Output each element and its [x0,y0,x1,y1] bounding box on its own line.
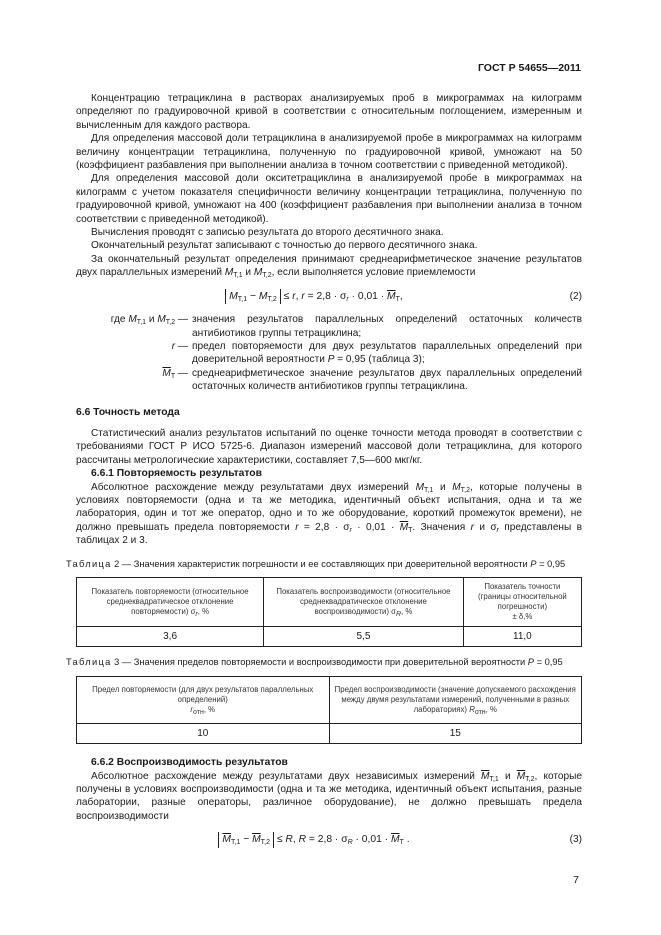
definition-term: r — [171,340,188,352]
table-header-cell: Показатель воспроизводимости (относительное среднеквадратическое отклонение воспроизводимости) $\sigma_R$, % [264,578,464,627]
paragraph: Статистический анализ результатов испытаний по оценке точности метода проводят в соответствии с требованиями ГОСТ Р ИСО 5725-6. Диапазон измерений массовой доли тетрациклина, для которого рассчитаны метрологические характеристики, составляет 7,5—600 мкг/кг. [76,427,582,466]
formula-2-expression: $M_{Т,1} - M_{Т,2} \le r$, $r = 2,8 \cdot \sigma_r \cdot 0,01 \cdot \overline{M}_Т$, [76,289,552,304]
table-2-caption: Таблица 2 — Значения характеристик погрешности и ее составляющих при доверительной вероятности P = 0,95 [66,558,566,569]
paragraph: Абсолютное расхождение между результатами двух независимых измерений $\overline{M}_{Т,1}$ и $\overline{M}_{Т,2}$, которые получены в условиях воспроизводимости (одна и та же методика, идентичный объект испытания, разные лаборатории, разные операторы, различное оборудование), не должно превышать предела воспроизводимости [76,770,582,822]
formula-3 [76,832,582,847]
table-2 [76,577,582,647]
formula-3-number: (3) [569,834,582,846]
formula-2-number: (2) [569,290,582,302]
formula-2 [76,289,582,304]
subsection-title: 6.6.2 Воспроизводимость результатов [91,757,288,769]
definition-text: значения результатов параллельных определений остаточных количеств антибиотиков группы тетрациклина; [192,314,582,339]
formula-3-expression: $\overline{M}_{Т,1} - \overline{M}_{Т,2} \le R$, $R = 2,8 \cdot \sigma_R \cdot 0,01 \cdot \overline{M}_Т$ . [76,832,552,847]
table-cell: 10 [77,723,330,743]
paragraph: Окончательный результат записывают с точностью до первого десятичного знака. [91,240,478,252]
section-title: 6.6 Точность метода [76,406,180,418]
table-header-cell: Предел повторяемости (для двух результатов параллельных определений) $r_{отн}$, % [77,676,330,723]
paragraph: Для определения массовой доли окситетрациклина в анализируемой пробе в микрограммах на килограмм с учетом показателя специфичности величину концентрации тетрациклина, полученную по градуировочной кривой, умножают на 400 (коэффициент разбавления при выполнении анализа в точном соответствии с приведенной методикой). [76,173,582,225]
table-header-cell: Показатель повторяемости (относительное среднеквадратическое отклонение повторяемости) $\sigma_r$, % [77,578,264,627]
definition-term: $\overline{M}_Т$ — [162,367,188,380]
definition-text: предел повторяемости для двух результатов параллельных определений при доверительной вероятности P = 0,95 (таблица 3); [192,340,582,366]
table-cell: 11,0 [463,627,581,647]
table-cell: 15 [329,723,582,743]
paragraph: За окончательный результат определения принимают среднеарифметическое значение результатов двух параллельных измерений $M_{Т,1}$ и $M_{Т,2}$, если выполняется условие приемлемости [76,253,582,280]
table-header-cell: Предел воспроизводимости (значение допускаемого расхождения между двумя результатами измерений, полученными в разных лабораториях) $R_{отн}$, % [329,676,582,723]
subsection-title: 6.6.1 Повторяемость результатов [91,468,262,480]
paragraph: Вычисления проводят с записью результата до второго десятичного знака. [91,227,444,239]
paragraph: Для определения массовой доли тетрациклина в анализируемой пробе в микрограммах на килограмм величину концентрации тетрациклина, полученную по градуировочной кривой, умножают на 50 (коэффициент разбавления при выполнении анализа в точном соответствии с приведенной методикой). [76,133,582,172]
document-code: ГОСТ Р 54655—2011 [477,62,581,74]
table-header-cell: Показатель точности (границы относительной погрешности) ± δ,% [463,578,581,627]
table-cell: 3,6 [77,627,264,647]
table-cell: 5,5 [264,627,464,647]
definition-text: среднеарифметическое значение результатов двух параллельных определений остаточных количеств антибиотиков группы тетрациклина. [192,367,582,393]
paragraph: Концентрацию тетрациклина в растворах анализируемых проб в микрограммах на килограмм определяют по градуировочной кривой в соответствии с относительным поглощением, измеренным и вычисленным для каждого раствора. [76,93,582,131]
paragraph: Абсолютное расхождение между результатами двух измерений $M_{Т,1}$ и $M_{Т,2}$, которые получены в условиях повторяемости (одна и та же методика, идентичный объект испытания, одна и та же лаборатория, один и тот же оператор, одно и то же оборудование, короткий промежуток времени), не должно превышать предела повторяемости $r = 2,8 \cdot \sigma_r \cdot 0,01 \cdot \overline{M}_Т$. Значения r и $\sigma_r$ представлены в таблицах 2 и 3. [76,481,582,547]
page-body [66,60,582,857]
definition-term: где $M_{Т,1}$ и $M_{Т,2}$ — [110,314,188,327]
table-3 [76,676,582,744]
table-3-caption: Таблица 3 — Значения пределов повторяемости и воспроизводимости при доверительной вероятности P = 0,95 [66,657,563,668]
page-number: 7 [573,874,579,886]
definitions-list [76,313,582,393]
